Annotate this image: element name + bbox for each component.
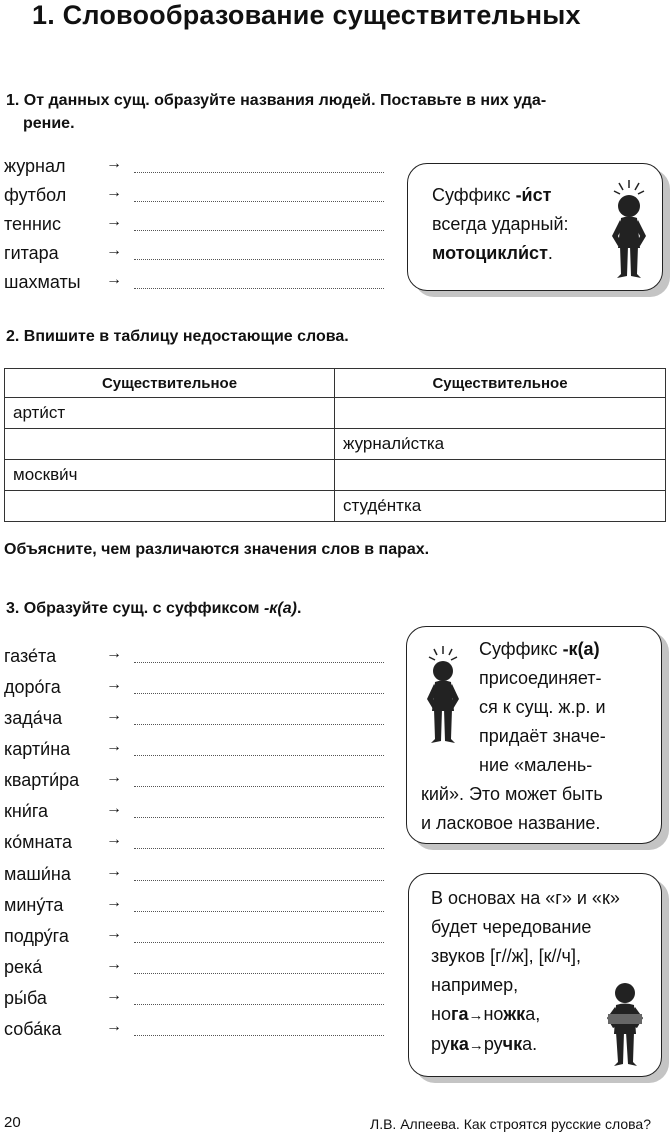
arrow-icon: →: [106, 894, 122, 911]
answer-line[interactable]: [134, 288, 384, 289]
answer-line[interactable]: [134, 786, 384, 787]
example-2: рука→ручка.: [431, 1034, 538, 1054]
answer-line[interactable]: [134, 172, 384, 173]
note-text: Суффикс -и́ст всегда ударный: мотоцикли́ст.: [432, 185, 569, 263]
table-header-row: [5, 369, 666, 398]
source-word: гитара: [4, 243, 59, 263]
task-1-line-2: рение.: [23, 115, 75, 132]
arrow-icon: →: [106, 155, 122, 172]
answer-line[interactable]: [134, 848, 384, 849]
source-word: газе́та: [4, 646, 57, 666]
arrow-icon: →: [106, 213, 122, 230]
arrow-icon: →: [106, 863, 122, 880]
source-word: подру́га: [4, 926, 69, 946]
note-text-bottom: кий». Это может быть и ласковое название.: [421, 784, 603, 833]
answer-line[interactable]: [134, 973, 384, 974]
page-title: 1. Словообразование существительных: [32, 0, 581, 30]
answer-line[interactable]: [134, 1004, 384, 1005]
example-word: мотоцикли́ст: [432, 243, 548, 263]
arrow-icon: →: [106, 956, 122, 973]
column-header: Существительное: [5, 369, 335, 398]
answer-line[interactable]: [134, 817, 384, 818]
answer-line[interactable]: [134, 724, 384, 725]
example-1: нога→ножка,: [431, 1004, 541, 1024]
table-row: [5, 460, 666, 491]
explain-prompt: Объясните, чем различаются значения слов в парах.: [4, 541, 430, 558]
arrow-icon: →: [106, 769, 122, 786]
arrow-icon: →: [106, 242, 122, 259]
source-word: кварти́ра: [4, 770, 80, 790]
source-word: футбол: [4, 185, 67, 205]
answer-line[interactable]: [134, 662, 384, 663]
suffix: -к(а): [562, 639, 600, 659]
source-word: соба́ка: [4, 1019, 62, 1039]
table-cell-blank[interactable]: [5, 491, 335, 522]
table-cell-blank[interactable]: [5, 429, 335, 460]
table-cell: журнали́стка: [335, 429, 666, 460]
arrow-icon: →: [106, 271, 122, 288]
note-text: В основах на «г» и «к» будет чередование звуков [г//ж], [к//ч], например, нога→ножка, рука→ручка.: [431, 884, 620, 1060]
source-word: кни́га: [4, 801, 49, 821]
rule-note-ist: [407, 163, 663, 291]
thinking-figure-icon: [421, 643, 465, 747]
source-word: шахматы: [4, 272, 81, 292]
table-cell: студе́нтка: [335, 491, 666, 522]
suffix: -и́ст: [515, 185, 552, 205]
table-cell: арти́ст: [5, 398, 335, 429]
task-1-heading: [6, 89, 656, 135]
answer-line[interactable]: [134, 259, 384, 260]
answer-line[interactable]: [134, 230, 384, 231]
suffix: -к(а): [263, 600, 297, 617]
source-word: теннис: [4, 214, 61, 234]
source-word: мину́та: [4, 895, 64, 915]
answer-line[interactable]: [134, 201, 384, 202]
answer-line[interactable]: [134, 880, 384, 881]
source-word: маши́на: [4, 864, 71, 884]
source-word: доро́га: [4, 677, 61, 697]
arrow-icon: →: [106, 645, 122, 662]
answer-line[interactable]: [134, 755, 384, 756]
arrow-icon: →: [106, 707, 122, 724]
arrow-icon: →: [106, 184, 122, 201]
note-text: Суффикс -к(а) присоединяет- ся к сущ. ж.р. и придаёт значе- ние «малень-: [479, 639, 606, 775]
task-3-heading: 3. Образуйте сущ. с суффиксом -к(а).: [6, 600, 302, 617]
figure-with-sign-icon: [603, 982, 647, 1068]
arrow-icon: →: [106, 738, 122, 755]
arrow-icon: →: [106, 987, 122, 1004]
task-1-line-1: 1. От данных сущ. образуйте названия людей. Поставьте в них уда-: [6, 92, 547, 109]
thinking-figure-icon: [604, 178, 654, 282]
arrow-icon: →: [106, 831, 122, 848]
source-word: журнал: [4, 156, 66, 176]
source-word: карти́на: [4, 739, 71, 759]
source-word: река́: [4, 957, 43, 977]
table-row: [5, 398, 666, 429]
table-row: [5, 491, 666, 522]
book-title: Л.В. Алпеева. Как строятся русские слова?: [370, 1116, 652, 1132]
table-row: [5, 429, 666, 460]
page-number: 20: [4, 1114, 21, 1131]
arrow-icon: →: [106, 1018, 122, 1035]
source-word: зада́ча: [4, 708, 63, 728]
table-cell: москви́ч: [5, 460, 335, 491]
table-cell-blank[interactable]: [335, 398, 666, 429]
table-cell-blank[interactable]: [335, 460, 666, 491]
column-header: Существительное: [335, 369, 666, 398]
answer-line[interactable]: [134, 693, 384, 694]
arrow-icon: →: [106, 676, 122, 693]
answer-line[interactable]: [134, 942, 384, 943]
rule-note-ka: [406, 626, 662, 844]
arrow-icon: →: [106, 800, 122, 817]
task-2-heading: 2. Впишите в таблицу недостающие слова.: [6, 328, 349, 345]
source-word: ко́мната: [4, 832, 73, 852]
answer-line[interactable]: [134, 1035, 384, 1036]
alternation-note: [408, 873, 662, 1077]
word-table: [4, 368, 666, 522]
source-word: ры́ба: [4, 988, 47, 1008]
answer-line[interactable]: [134, 911, 384, 912]
arrow-icon: →: [106, 925, 122, 942]
